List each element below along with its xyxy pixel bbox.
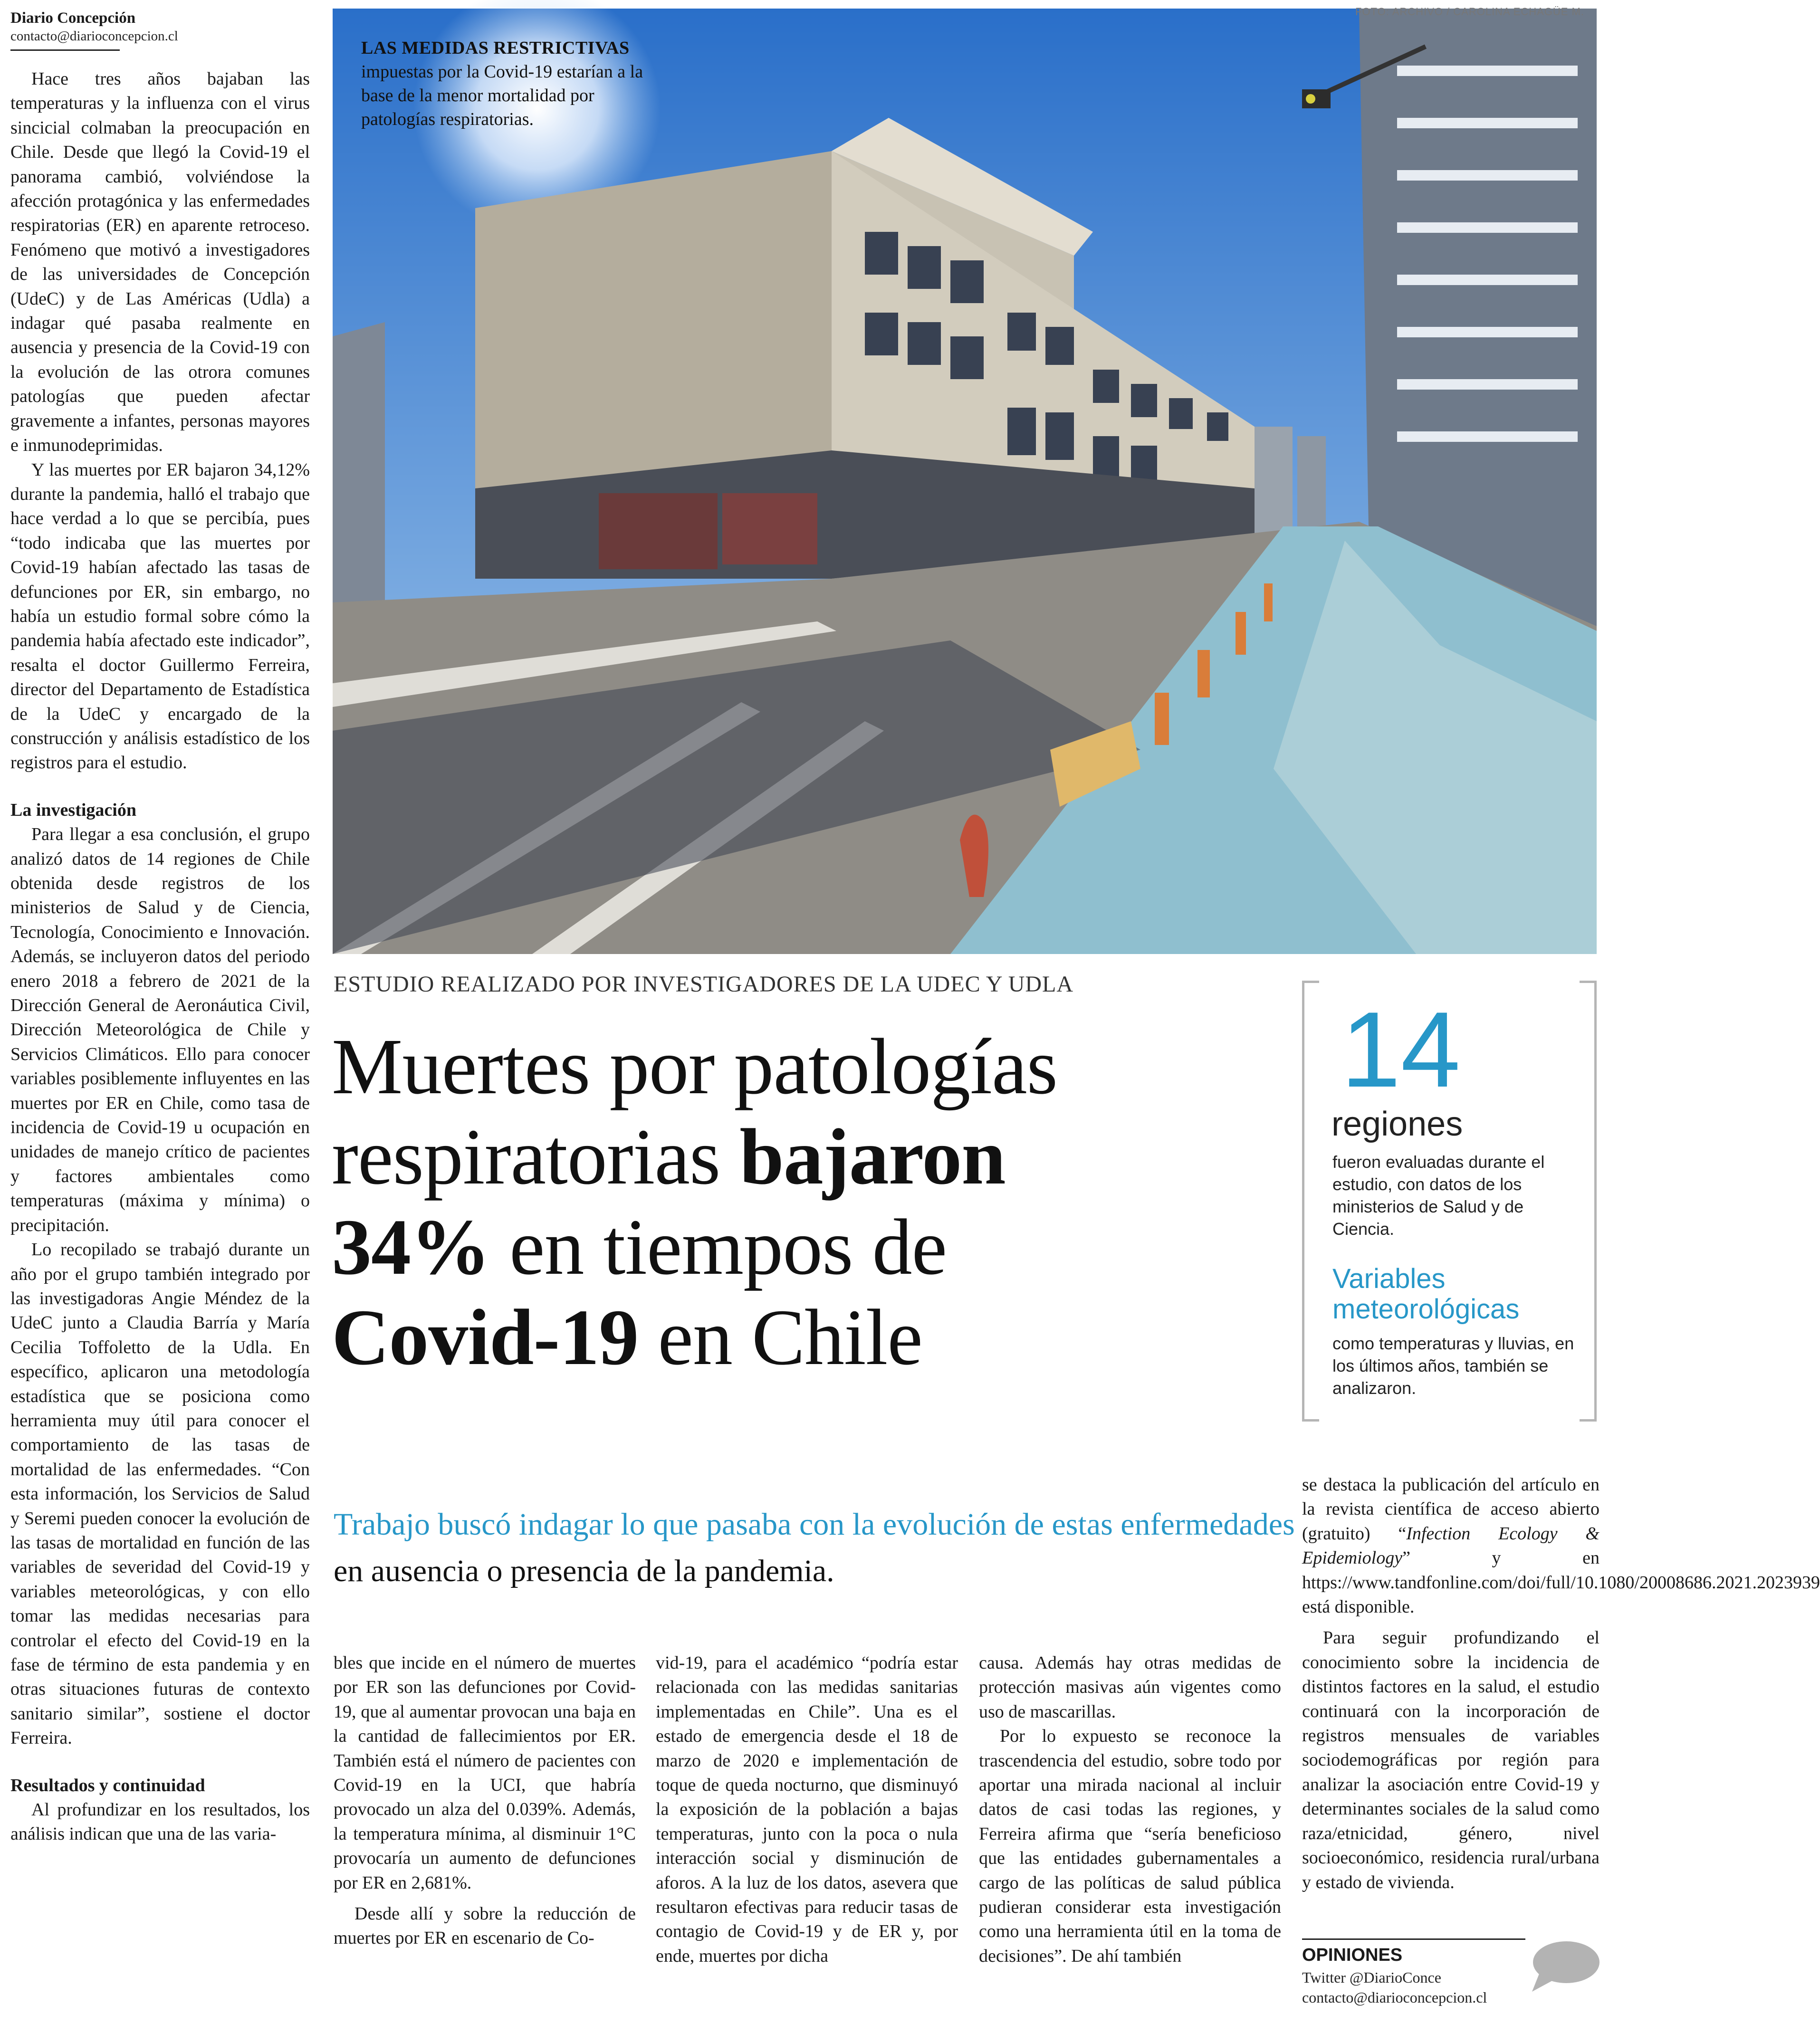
headline-line-3-regular: en tiempos de [490, 1203, 947, 1291]
article-column-5 [1302, 1473, 1820, 1895]
journal-name: Infection Ecology & Epidemiology [1302, 1523, 1600, 1568]
article-paragraph: causa. Además hay otras medidas de protección masivas aún vigentes como uso de mascarillas. [979, 1653, 1281, 1722]
article-paragraph [1302, 1473, 1820, 1619]
info-text-2: como temperaturas y lluvias, en los últimos años, también se analizaron. [1332, 1334, 1574, 1398]
bracket-right [1580, 981, 1597, 1422]
info-box [1302, 981, 1597, 1422]
article-paragraph: Y las muertes por ER bajaron 34,12% durante la pandemia, halló el trabajo que hace verdad a lo que se percibía, pues “todo indicaba que las muertes por Covid-19 habían afectado las tasas de defunciones por ER, sin embargo, no había un estudio formal sobre cómo la pandemia había afectado este indicador”, resalta el doctor Guillermo Ferreira, director del Departamento de Estadística de la UdeC y encargado de la construcción y análisis estadístico de los registros para el estudio. [10, 459, 310, 773]
info-text: fueron evaluadas durante el estudio, con datos de los ministerios de Salud y de Ciencia. [1332, 1152, 1545, 1239]
caption-text: impuestas por la Covid-19 estarían a la base de la menor mortalidad por patologías respiratorias. [361, 62, 643, 129]
article-paragraph: vid-19, para el académico “podría estar relacionada con las medidas sanitarias implementadas en Chile”. Una es el estado de emergencia desde el 18 de marzo de 2020 e implementación de toque de queda nocturno, que disminuyó la exposición de la población a bajas temperaturas, junto con la poca o nula interacción social y disminución de aforos. A la luz de los datos, asevera que resultaron efectivas para reducir tasas de contagio de Covid-19 y de ER y, por ende, muertes por dicha [656, 1653, 958, 1966]
col5-text-pre: se destaca la publicación del artículo en la revista científica de acceso abierto (gratuito) “ [1302, 1475, 1600, 1544]
article-column-4 [979, 1651, 1281, 1968]
headline-line-2-bold: bajaron [739, 1113, 1006, 1201]
headline-kicker: ESTUDIO REALIZADO POR INVESTIGADORES DE LA UDEC Y UDLA [334, 972, 1074, 997]
col5-text-post[interactable]: ” y en https://www.tandfonline.com/doi/full/10.1080/20008686.2021.2023939 está disponible. [1302, 1548, 1820, 1617]
headline-deck [334, 1501, 1312, 1594]
headline-line-3-bold: 34% [332, 1203, 490, 1291]
article-paragraph: Al profundizar en los resultados, los análisis indican que una de las varia- [10, 1800, 310, 1844]
article-paragraph: Lo recopilado se trabajó durante un año por el grupo también integrado por las investigadoras Angie Méndez de la UdeC junto a Claudia Barría y María Cecilia Toffoletto de la Udla. En específico, aplicaron una metodología estadística que se posiciona como herramienta muy útil para conocer el comportamiento de las tasas de mortalidad de las enfermedades. “Con esta información, los Servicios de Salud y Seremi pueden conocer la evolución de las tasas de mortalidad en función de las variables de severidad del Covid-19 y variables meteorológicas, y con ello tomar las medidas necesarias para controlar el efecto del Covid-19 en la fase de término de esta pandemia y en otras situaciones futuras de contexto sanitario similar”, sostiene el doctor Ferreira. [10, 1240, 310, 1748]
info-subtitle: Variables meteorológicas [1332, 1263, 1520, 1325]
opinion-box [1302, 1938, 1606, 2019]
article-body-investigacion [10, 822, 310, 1750]
article-body-resultados [10, 1798, 310, 1847]
article-column-2 [334, 1651, 636, 1951]
subhead-investigacion: La investigación [10, 800, 136, 820]
street-scene-illustration [333, 9, 1597, 954]
headline-line-1: Muertes por patologías [332, 1022, 1057, 1111]
photo-caption [361, 36, 665, 131]
article-paragraph: bles que incide en el número de muertes por ER son las defunciones por Covid-19, que al aumentar provocan una baja en la cantidad de fallecimientos por ER. También está el número de pacientes con Covid-19 en la UCI, que habría provocado un alza del 0.039%. Además, la temperatura mínima, al disminuir 1°C provocaría un aumento de defunciones por ER en 2,681%. [334, 1653, 636, 1893]
opinion-divider [1302, 1938, 1525, 1940]
speech-bubble-icon [1525, 1938, 1601, 1995]
info-number: 14 [1341, 989, 1461, 1109]
opinion-title: OPINIONES [1302, 1945, 1403, 1965]
info-label: regiones [1331, 1105, 1463, 1143]
headline-line-2-regular: respiratorias [332, 1113, 740, 1201]
subhead-resultados: Resultados y continuidad [10, 1775, 205, 1795]
article-column-3 [656, 1651, 958, 1968]
headline [332, 1021, 1301, 1383]
article-paragraph: Hace tres años bajaban las temperaturas y la influenza con el virus sincicial colmaban la preocupación en Chile. Desde que llegó la Covid-19 el panorama cambió, volviéndose la afección protagónica y las enfermedades respiratorias (ER) en aparente retroceso. Fenómeno que motivó a investigadores de las universidades de Concepción (UdeC) y de Las Américas (Udla) a indagar qué pasaba realmente en ausencia y presencia de la Covid-19 con la evolución de las otrora comunes patologías que pueden afectar gravemente a infantes, personas mayores e inmunodeprimidas. [10, 69, 310, 456]
opinion-email[interactable]: contacto@diarioconcepcion.cl [1302, 1989, 1487, 2006]
article-body-intro [10, 67, 310, 775]
byline-author: Diario Concepción [10, 10, 136, 27]
photo-credit: FOTO: ARCHIVO / CAROLINA ECHAGÜE M. [1355, 6, 1584, 18]
bracket-left [1302, 981, 1319, 1422]
article-paragraph: Para llegar a esa conclusión, el grupo analizó datos de 14 regiones de Chile obtenida desde registros de los ministerios de Salud y de Ciencia, Tecnología, Conocimiento e Innovación. Además, se incluyeron datos del periodo enero 2018 a febrero de 2021 de la Dirección General de Aeronáutica Civil, Dirección Meteorológica de Chile y Servicios Climáticos. Ello para conocer variables posiblemente influyentes en las muertes por ER en Chile, como tasa de incidencia de Covid-19 u ocupación en unidades de manejo crítico de pacientes y factores ambientales como temperaturas (máxima y mínima) o precipitación. [10, 824, 310, 1235]
deck-rest: en ausencia o presencia de la pandemia. [334, 1554, 834, 1588]
headline-line-4-regular: en Chile [638, 1293, 922, 1382]
article-paragraph: Por lo expuesto se reconoce la trascendencia del estudio, sobre todo por aportar una mirada nacional al incluir datos de casi todas las regiones, y Ferreira afirma que “sería beneficioso que las entidades gubernamentales a cargo de las políticas de salud pública pudieran considerar esta investigación como una herramienta útil en la toma de decisiones”. De ahí también [979, 1726, 1281, 1966]
headline-line-4-bold: Covid-19 [332, 1293, 639, 1382]
byline-email[interactable]: contacto@diarioconcepcion.cl [10, 29, 178, 44]
caption-lead: LAS MEDIDAS RESTRICTIVAS [361, 38, 630, 58]
opinion-twitter[interactable]: Twitter @DiarioConce [1302, 1969, 1441, 1986]
article-photo [333, 6, 1597, 954]
left-column [10, 9, 310, 2018]
deck-highlight: Trabajo buscó indagar lo que pasaba con la evolución de estas enfermedades [334, 1507, 1295, 1542]
article-paragraph: Desde allí y sobre la reducción de muertes por ER en escenario de Co- [334, 1904, 636, 1948]
article-paragraph: Para seguir profundizando el conocimiento sobre la incidencia de distintos factores en la salud, el estudio continuará con la incorporación de registros mensuales de variables sociodemográficas por región para analizar la asociación entre Covid-19 y determinantes sociales de la salud como raza/etnicidad, género, nivel socioeconómico, residencia rural/urbana y estado de vivienda. [1302, 1628, 1600, 1892]
byline-divider [10, 49, 120, 51]
